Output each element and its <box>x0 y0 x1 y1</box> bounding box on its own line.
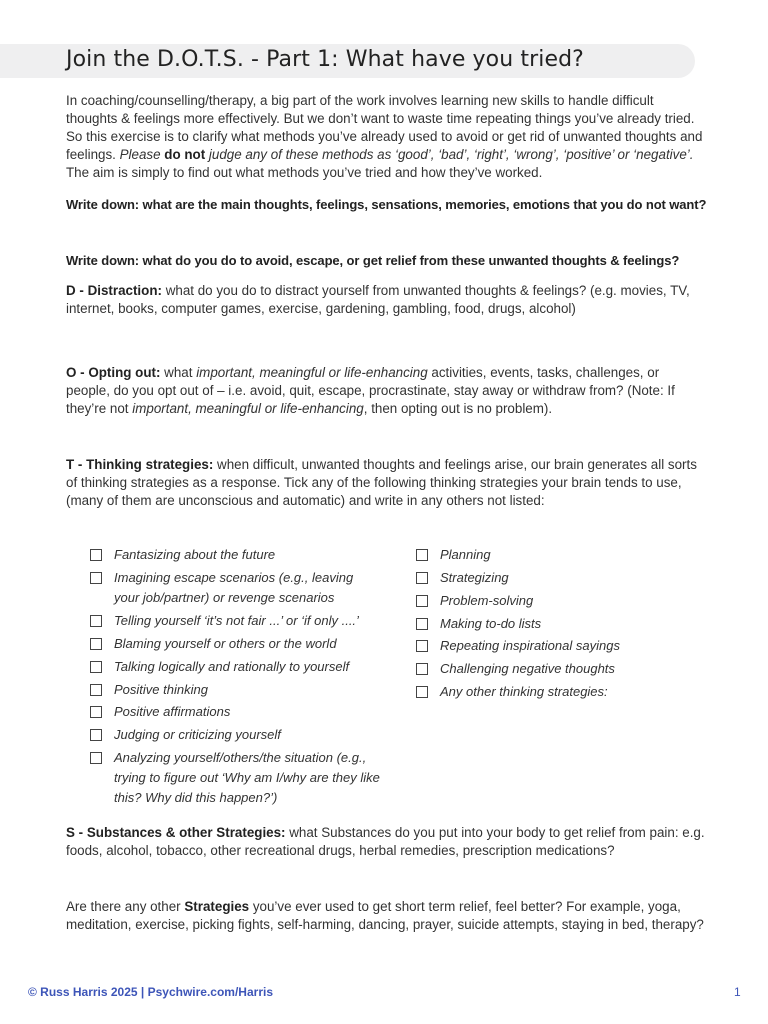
checkbox[interactable] <box>90 572 102 584</box>
checklist-label: Positive thinking <box>114 682 208 697</box>
checklist-item[interactable] <box>90 680 380 700</box>
distraction-paragraph <box>66 282 706 318</box>
opting-text-4: important, meaningful or life-enhancing <box>132 401 364 416</box>
checklist-item[interactable] <box>416 659 706 679</box>
opting-text-2: important, meaningful or life-enhancing <box>196 365 428 380</box>
question-avoid: Write down: what do you do to avoid, escape, or get relief from these unwanted thoughts & feelings? <box>66 253 680 268</box>
opting-label: O - Opting out: <box>66 365 161 380</box>
other-text-1: Are there any other <box>66 899 185 914</box>
opting-text-3: activities, events, tasks, challenges, or people, do you opt out of – i.e. avoid, quit, escape, procrastinate, stay away or withdraw from? (Note: If they’re not <box>66 365 675 416</box>
checklist-item[interactable] <box>90 657 380 677</box>
checklist-item[interactable] <box>416 636 706 656</box>
checklist-label: Making to-do lists <box>440 616 542 631</box>
thinking-paragraph <box>66 456 706 510</box>
question-unwanted: Write down: what are the main thoughts, feelings, sensations, memories, emotions that you do not want? <box>66 197 707 212</box>
intro-aim-text: The aim is simply to find out what methods you’ve tried and how they’ve worked. <box>66 165 543 180</box>
substances-paragraph <box>66 824 706 860</box>
checklist-label: Repeating inspirational sayings <box>440 638 620 653</box>
checklist-item[interactable] <box>416 682 706 702</box>
checklist-label: Telling yourself ‘it’s not fair ...’ or ‘if only ....’ <box>114 613 359 628</box>
checklist-item[interactable] <box>416 591 706 611</box>
checklist-label: Strategizing <box>440 570 509 585</box>
intro-do-not: do not <box>164 147 206 162</box>
checkbox[interactable] <box>416 618 428 630</box>
opting-text-1: what <box>160 365 197 380</box>
checklist-item[interactable] <box>90 725 380 745</box>
intro-please: Please <box>119 147 165 162</box>
checklist-label: Problem-solving <box>440 593 534 608</box>
other-strategies-paragraph <box>66 898 706 934</box>
checkbox[interactable] <box>90 684 102 696</box>
checklist-label: Blaming yourself or others or the world <box>114 636 337 651</box>
checklist-label: Imagining escape scenarios (e.g., leaving your job/partner) or revenge scenarios <box>114 570 354 605</box>
checkbox[interactable] <box>416 663 428 675</box>
distraction-text: what do you do to distract yourself from unwanted thoughts & feelings? (e.g. movies, TV, internet, books, computer games, exercise, gardening, gambling, food, drugs, alcohol) <box>66 283 690 316</box>
checklist-label: Analyzing yourself/others/the situation (e.g., trying to figure out ‘Why am I/why are they like this? Why did this happen?’) <box>114 750 380 805</box>
substances-text: what Substances do you put into your body to get relief from pain: e.g. foods, alcohol, tobacco, other recreational drugs, herbal remedies, prescription medications? <box>66 825 705 858</box>
checkbox[interactable] <box>90 615 102 627</box>
thinking-label: T - Thinking strategies: <box>66 457 214 472</box>
other-text-2: you’ve ever used to get short term relief, feel better? For example, yoga, meditation, exercise, picking fights, self-harming, dancing, prayer, suicide attempts, staying in bed, therapy? <box>66 899 704 932</box>
checklist-item[interactable] <box>416 545 706 565</box>
checklist-label: Positive affirmations <box>114 704 231 719</box>
checkbox[interactable] <box>416 640 428 652</box>
checkbox[interactable] <box>416 595 428 607</box>
checkbox[interactable] <box>90 729 102 741</box>
footer-copyright: © Russ Harris 2025 | Psychwire.com/Harris <box>28 985 273 999</box>
checkbox[interactable] <box>90 661 102 673</box>
page-title: Join the D.O.T.S. - Part 1: What have you tried? <box>66 47 584 72</box>
checklist-label: Judging or criticizing yourself <box>114 727 281 742</box>
checklist-item[interactable] <box>90 634 380 654</box>
checklist-label: Planning <box>440 547 491 562</box>
checklist-item[interactable] <box>90 748 380 808</box>
checklist-item[interactable] <box>416 568 706 588</box>
checklist-label: Talking logically and rationally to yourself <box>114 659 350 674</box>
checkbox[interactable] <box>90 706 102 718</box>
other-strategies-bold: Strategies <box>184 899 250 914</box>
checklist-label: Challenging negative thoughts <box>440 661 615 676</box>
checkbox[interactable] <box>416 572 428 584</box>
intro-text: In coaching/counselling/therapy, a big part of the work involves learning new skills to handle difficult thoughts & feelings more effectively. But we don’t want to waste time repeating things you’ve already tried. So this exercise is to clarify what methods you’ve already used to avoid or get rid of unwanted thoughts and feelings. <box>66 93 703 162</box>
thinking-text: when difficult, unwanted thoughts and feelings arise, our brain generates all sorts of thinking strategies as a response. Tick any of the following thinking strategies your brain tends to use, (many of them are unconscious and automatic) and write in any others not listed: <box>66 457 697 508</box>
checklist-item[interactable] <box>90 545 380 565</box>
intro-paragraph <box>66 92 706 182</box>
checklist-label: Fantasizing about the future <box>114 547 276 562</box>
checkbox[interactable] <box>90 752 102 764</box>
distraction-label: D - Distraction: <box>66 283 162 298</box>
substances-label: S - Substances & other Strategies: <box>66 825 286 840</box>
intro-judge-text: judge any of these methods as ‘good’, ‘bad’, ‘right’, ‘wrong’, ‘positive’ or ‘negative’. <box>205 147 694 162</box>
checklist-item[interactable] <box>90 611 380 631</box>
checklist-item[interactable] <box>90 568 380 608</box>
checkbox[interactable] <box>416 549 428 561</box>
checklist-label: Any other thinking strategies: <box>440 684 608 699</box>
checkbox[interactable] <box>416 686 428 698</box>
checklist-item[interactable] <box>90 702 380 722</box>
checkbox[interactable] <box>90 638 102 650</box>
opting-paragraph <box>66 364 706 418</box>
page-number: 1 <box>734 985 741 999</box>
opting-text-5: , then opting out is no problem). <box>363 401 553 416</box>
checklist-item[interactable] <box>416 614 706 634</box>
checkbox[interactable] <box>90 549 102 561</box>
